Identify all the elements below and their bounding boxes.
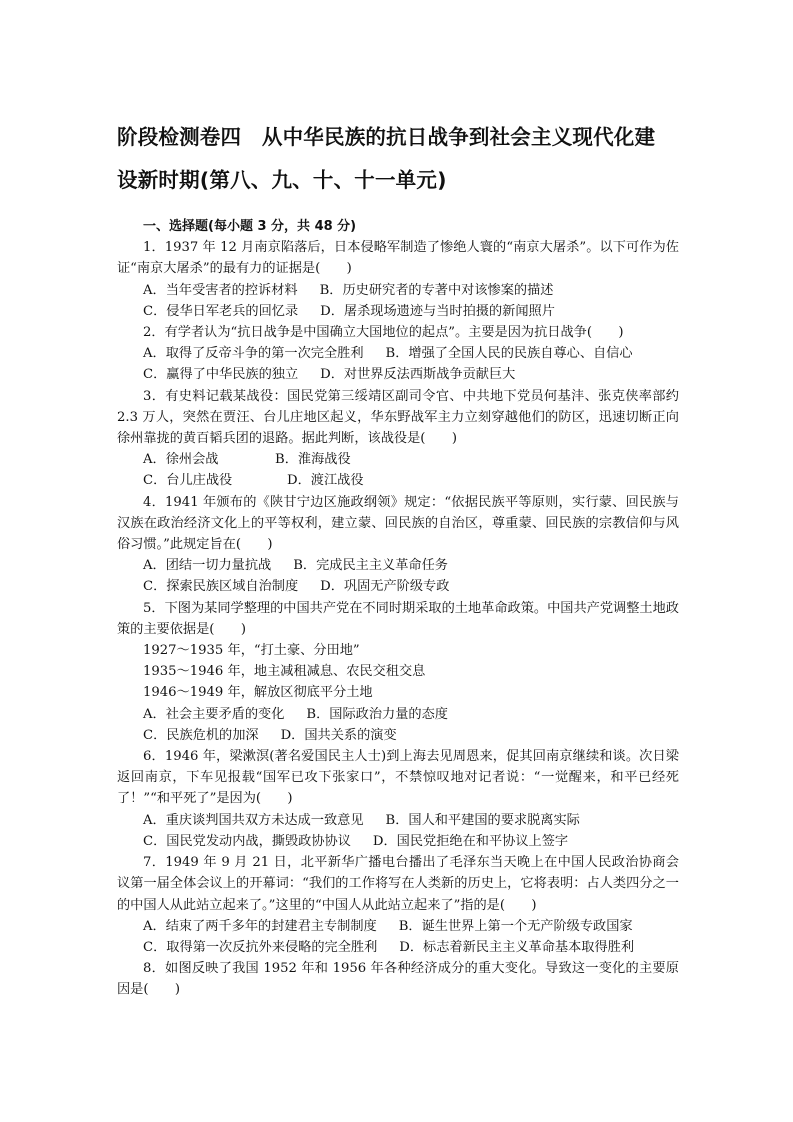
question-8 [117, 958, 679, 1000]
material-line: 1927～1935 年，“打土豪、分田地” [143, 643, 360, 659]
option-row [117, 831, 679, 852]
question-stem: 5．下图为某同学整理的中国共产党在不同时期采取的土地革命政策。中国共产党调整土地政策的主要依据是( ) [117, 600, 679, 637]
option-b: B．历史研究者的专著中对该惨案的描述 [319, 282, 554, 298]
option-b: B．诞生世界上第一个无产阶级专政国家 [398, 918, 633, 934]
option-d: D．标志着新民主主义革命基本取得胜利 [399, 939, 635, 955]
option-row [117, 364, 679, 385]
material-line: 1935～1946 年，地主减租减息、农民交租交息 [143, 664, 426, 680]
option-a: A．当年受害者的控诉材料 [143, 282, 298, 298]
option-d: D．对世界反法西斯战争贡献巨大 [320, 367, 516, 383]
option-b: B．国人和平建国的要求脱离实际 [385, 812, 580, 828]
option-d: D．国共关系的演变 [280, 727, 397, 743]
option-c: C．国民党发动内战，撕毁政协协议 [143, 833, 351, 849]
question-stem: 2．有学者认为“抗日战争是中国确立大国地位的起点”。主要是因为抗日战争( ) [143, 325, 624, 341]
question-stem: 4．1941 年颁布的《陕甘宁边区施政纲领》规定：“依据民族平等原则，实行蒙、回民族与汉族在政治经济文化上的平等权利，建立蒙、回民族的自治区，尊重蒙、回民族的宗教信仰与风俗习惯。”此规定旨在( ) [117, 494, 679, 553]
question-stem: 3．有史料记载某战役：国民党第三绥靖区副司令官、中共地下党员何基沣、张克侠率部约 2.3 万人，突然在贾汪、台儿庄地区起义，华东野战军主力立刻穿越他们的防区，迅速切断正向徐州靠拢的黄百韬兵团的退路。据此判断，该战役是( ) [117, 388, 679, 447]
option-c: C．探索民族区域自治制度 [143, 579, 299, 595]
option-row [117, 576, 679, 597]
option-b: B．增强了全国人民的民族自尊心、自信心 [385, 346, 633, 362]
title-line-1: 阶段检测卷四 从中华民族的抗日战争到社会主义现代化建 [117, 125, 656, 149]
question-4 [117, 492, 679, 598]
option-row [117, 449, 679, 470]
option-d: D．国民党拒绝在和平协议上签字 [372, 833, 569, 849]
question-stem: 7．1949 年 9 月 21 日，北平新华广播电台播出了毛泽东当天晚上在中国人民政治协商会议第一届全体会议上的开幕词：“我们的工作将写在人类新的历史上，它将表明：占人类四分之一的中国人从此站立起来了。”这里的“中国人从此站立起来了”指的是( ) [117, 855, 679, 913]
option-c: C．取得第一次反抗外来侵略的完全胜利 [143, 939, 378, 955]
option-a: A．社会主要矛盾的变化 [143, 706, 285, 722]
option-row [117, 725, 679, 746]
exam-page [117, 116, 679, 1001]
title-line-2: 设新时期(第八、九、十、十一单元) [117, 168, 447, 192]
option-row [117, 280, 679, 301]
question-6 [117, 746, 679, 852]
option-b: B．国际政治力量的态度 [306, 706, 448, 722]
option-c: C．赢得了中华民族的独立 [143, 367, 299, 383]
exam-title [117, 116, 679, 202]
option-row [117, 937, 679, 958]
question-stem: 8．如图反映了我国 1952 年和 1956 年各种经济成分的重大变化。导致这一变化的主要原因是( ) [117, 961, 679, 998]
material-line: 1946～1949 年，解放区彻底平分土地 [143, 685, 373, 701]
exam-body [117, 216, 679, 1001]
option-row [117, 810, 679, 831]
option-row [117, 916, 679, 937]
option-c: C．民族危机的加深 [143, 727, 259, 743]
question-3 [117, 386, 679, 492]
option-a: A．重庆谈判国共双方未达成一致意见 [143, 812, 364, 828]
option-b: B．淮海战役 [275, 452, 351, 468]
question-5 [117, 598, 679, 746]
option-b: B．完成民主主义革命任务 [293, 558, 448, 574]
option-row [117, 704, 679, 725]
option-row [117, 555, 679, 576]
question-stem: 6．1946 年，梁漱溟(著名爱国民主人士)到上海去见周恩来，促其回南京继续和谈。次日梁返回南京，下车见报载“国军已攻下张家口”，不禁惊叹地对记者说：“一觉醒来，和平已经死了！”“和平死了”是因为( ) [117, 749, 679, 807]
option-row [117, 343, 679, 364]
option-row [117, 301, 679, 322]
question-7 [117, 852, 679, 958]
option-row [117, 470, 679, 491]
question-2 [117, 322, 679, 386]
option-c: C．侵华日军老兵的回忆录 [143, 303, 299, 319]
option-a: A．取得了反帝斗争的第一次完全胜利 [143, 346, 364, 362]
section-heading: 一、选择题(每小题 3 分，共 48 分) [143, 219, 357, 234]
option-a: A．徐州会战 [143, 452, 219, 468]
option-d: D．渡江战役 [287, 473, 364, 489]
option-a: A．结束了两千多年的封建君主专制制度 [143, 918, 377, 934]
option-d: D．巩固无产阶级专政 [320, 579, 450, 595]
question-1 [117, 237, 679, 322]
option-c: C．台儿庄战役 [143, 473, 233, 489]
option-a: A．团结一切力量抗战 [143, 558, 272, 574]
option-d: D．屠杀现场遗迹与当时拍摄的新闻照片 [320, 303, 555, 319]
question-stem: 1．1937 年 12 月南京陷落后，日本侵略军制造了惨绝人寰的“南京大屠杀”。以下可作为佐证“南京大屠杀”的最有力的证据是( ) [117, 240, 679, 277]
